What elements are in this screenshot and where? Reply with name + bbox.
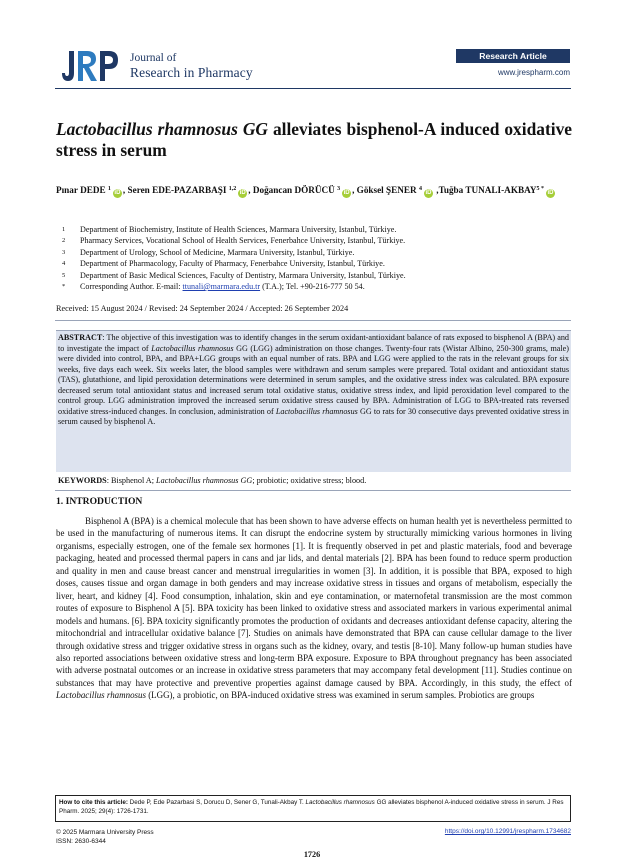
affiliation-text: Department of Biochemistry, Institute of Health Sciences, Marmara University, Istanbul, Türkiye. [80, 225, 397, 234]
article-title-rest: alleviates bisphenol-A induced oxidative stress in serum [56, 119, 572, 160]
author-name: Göksel ŞENER [356, 185, 417, 195]
header-divider [55, 88, 571, 89]
introduction-paragraph [56, 515, 572, 702]
affiliation-text: Pharmacy Services, Vocational School of Health Services, Fenerbahce University, Istanbul, Türkiye. [80, 236, 406, 246]
issn-text: ISSN: 2630-6344 [56, 838, 106, 845]
orcid-icon[interactable]: iD [114, 190, 121, 196]
author-separator: , [352, 185, 357, 195]
affiliation-number: 1 [62, 226, 66, 233]
keywords-text: ; probiotic; oxidative stress; blood. [252, 476, 367, 485]
affiliation-number: 5 [62, 271, 66, 279]
article-title [56, 119, 572, 161]
keywords-italic: Lactobacillus rhamnosus GG [156, 476, 253, 485]
abstract-italic: Lactobacillus rhamnosus [275, 406, 358, 416]
author-list [56, 183, 572, 198]
introduction-body [56, 515, 572, 702]
orcid-icon[interactable]: iD [343, 190, 350, 196]
corresponding-prefix: Corresponding Author. E-mail: [80, 282, 183, 292]
affiliation-item [62, 224, 572, 235]
orcid-icon[interactable]: iD [239, 190, 246, 196]
author-name: Doğancan DÖRÜCÜ [252, 185, 335, 195]
section-heading-introduction: 1. INTRODUCTION [56, 496, 143, 507]
journal-name-line2: Research in Pharmacy [130, 65, 253, 80]
introduction-text: Bisphenol A (BPA) is a chemical molecule that has been shown to have adverse effects on human health yet is nevertheless permitted to be used in the manufacturing of numerous items. It can disrupt the endocrine system by structurally mimicking various hormones in living organisms, especially estrogen, one of the female sex hormones [1]. It is frequently observed in pet and plastic materials, food and beverage packaging, heated and processed thermal papers in cans and jar lids, and dental materials [2]. BPA has been found to reduce sperm production and quality in men and cause breast cancer and menstrual irregularities in women [3]. In addition, it is possible that BPA, exposed to high doses, causes tissue and organ damage in both genders and may increase oxidative stress in tissues and organs of metabolism, especially the liver, heart, and kidney [4]. Food consumption, inhalation, skin and eye contamination, or maternofetal transmission are the most common routes of exposure to Bisphenol A [5]. BPA toxicity has been linked to oxidative stress and associated markers in various experimental animal models and humans. [6]. BPA toxicity significantly promotes the production of oxidants and decreases antioxidant defense capacity, altering the mitochondrial and intracellular oxidative balance [7]. Studies on animals have demonstrated that BPA can cause cellular damage to the liver through oxidative stress and trigger oxidative stress in organs such as the kidney, ovary, and testis [8-10]. Many follow-up human studies have also reported associations between oxidative stress and long-term BPA exposure. Exposure to BPA throughout pregnancy has been associated with adverse postnatal outcomes or an increase in oxidative stress parameters that may accompany fetal development [11]. Studies continue on substances that may have protective and preventive properties against damage caused by BPA. Accordingly, in this study, the effect of [56, 516, 572, 688]
author-separator: , [248, 185, 253, 195]
cite-label: How to cite this article: [59, 799, 128, 806]
affiliation-number: 3 [62, 248, 66, 256]
article-dates: Received: 15 August 2024 / Revised: 24 September 2024 / Accepted: 26 September 2024 [56, 304, 349, 313]
how-to-cite-box [55, 795, 571, 822]
journal-website-link[interactable]: www.jrespharm.com [497, 68, 570, 77]
affiliation-list [62, 224, 572, 292]
keywords-text: : Bisphenol A; [106, 476, 157, 485]
orcid-icon[interactable]: iD [425, 190, 432, 196]
journal-name-line1: Journal of [130, 52, 177, 64]
author-affil-sup: 4 [418, 186, 422, 192]
keywords [58, 476, 569, 485]
affiliation-item [62, 270, 572, 281]
article-title-italic: Lactobacillus rhamnosus GG [56, 119, 268, 139]
affiliation-item [62, 247, 572, 258]
author-separator: , [433, 185, 439, 195]
cite-text: Dede P, Ede Pazarbasi S, Dorucu D, Sener G, Tunali-Akbay T. [127, 799, 306, 806]
corresponding-marker: * [62, 283, 66, 291]
corresponding-email-link[interactable]: ttunali@marmara.edu.tr [182, 282, 261, 292]
author-name: Pınar DEDE [56, 185, 106, 195]
author-name: Tuğba TUNALI-AKBAY [438, 185, 537, 195]
article-type-badge: Research Article [456, 49, 570, 63]
affiliation-item [62, 235, 572, 246]
keywords-label: KEYWORDS [58, 476, 107, 485]
author-name: Seren EDE-PAZARBAŞI [127, 185, 227, 195]
jrp-logo [56, 47, 122, 83]
author-affil-sup: 3 [337, 186, 341, 192]
affiliation-number: 2 [62, 237, 66, 245]
orcid-icon[interactable]: iD [547, 190, 554, 196]
page-number: 1726 [303, 850, 321, 859]
copyright-text: © 2025 Marmara University Press [56, 829, 154, 836]
author-affil-sup: 1 [107, 186, 111, 192]
author-affil-sup: 1,2 [228, 186, 237, 192]
abstract-text: : The objective of this investigation was to identify changes in the serum oxidant-antioxidant balance of rats exposed to bisphenol A (BPA) and to investigate the impact of [58, 333, 569, 353]
author-affil-sup: 5 * [536, 186, 545, 192]
abstract [58, 333, 569, 428]
dates-divider [55, 320, 571, 321]
abstract-text: GG (LGG) administration on those changes. Twenty-four rats (Wistar Albino, 250-300 grams, male) were divided into control, BPA, and BPA+LGG groups with an equal number of rats. BPA and LGG were applied to the rats in the relevant groups for six weeks, five days each week. Six weeks later, the blood samples were withdrawn and serum samples were prepared. Total oxidant and antioxidant status (TAS), glutathione, and lipid peroxidation determinations were determined in serum samples, and the oxidative stress index was calculated. BPA exposure decreased serum total antioxidant status and increased serum total oxidative status, oxidative stress index, and lipid peroxidation level compared to the control group. LGG administration improved the increased serum oxidative stress caused by BPA. Administration of LGG to BPA-treated rats reversed oxidative stress-induced changes. In conclusion, administration of [58, 343, 569, 416]
cite-italic: Lactobacillus rhamnosus [305, 799, 375, 806]
author-separator: , [122, 185, 128, 195]
introduction-text: (LGG), a probiotic, on BPA-induced oxidative stress was examined in serum samples. Probiotics are groups [145, 690, 535, 701]
abstract-label: ABSTRACT [58, 333, 103, 342]
introduction-italic: Lactobacillus rhamnosus [56, 690, 146, 701]
cite-text: GG alleviates bisphenol A-induced oxidative stress in serum. J Res Pharm. 2025; 29(4): 1726-1731. [59, 799, 564, 815]
corresponding-suffix: (T.A.); Tel. +90-216-777 50 54. [260, 282, 365, 292]
keywords-divider [55, 490, 571, 491]
corresponding-author [62, 281, 572, 292]
affiliation-text: Department of Basic Medical Sciences, Faculty of Dentistry, Marmara University, Istanbul, Türkiye. [80, 270, 406, 280]
affiliation-text: Department of Pharmacology, Faculty of Pharmacy, Fenerbahce University, Istanbul, Türkiye. [80, 259, 385, 269]
abstract-text: GG to rats for 30 consecutive days prevented oxidative stress in serum caused by bisphenol A. [58, 406, 569, 427]
affiliation-text: Department of Urology, School of Medicine, Marmara University, Istanbul, Türkiye. [80, 247, 355, 257]
journal-name [130, 52, 253, 81]
copyright-block [56, 828, 154, 846]
affiliation-number: 4 [62, 260, 66, 268]
doi-link[interactable]: https://doi.org/10.12991/jrespharm.1734682 [444, 828, 571, 835]
affiliation-item [62, 258, 572, 269]
abstract-italic: Lactobacillus rhamnosus [151, 343, 234, 353]
